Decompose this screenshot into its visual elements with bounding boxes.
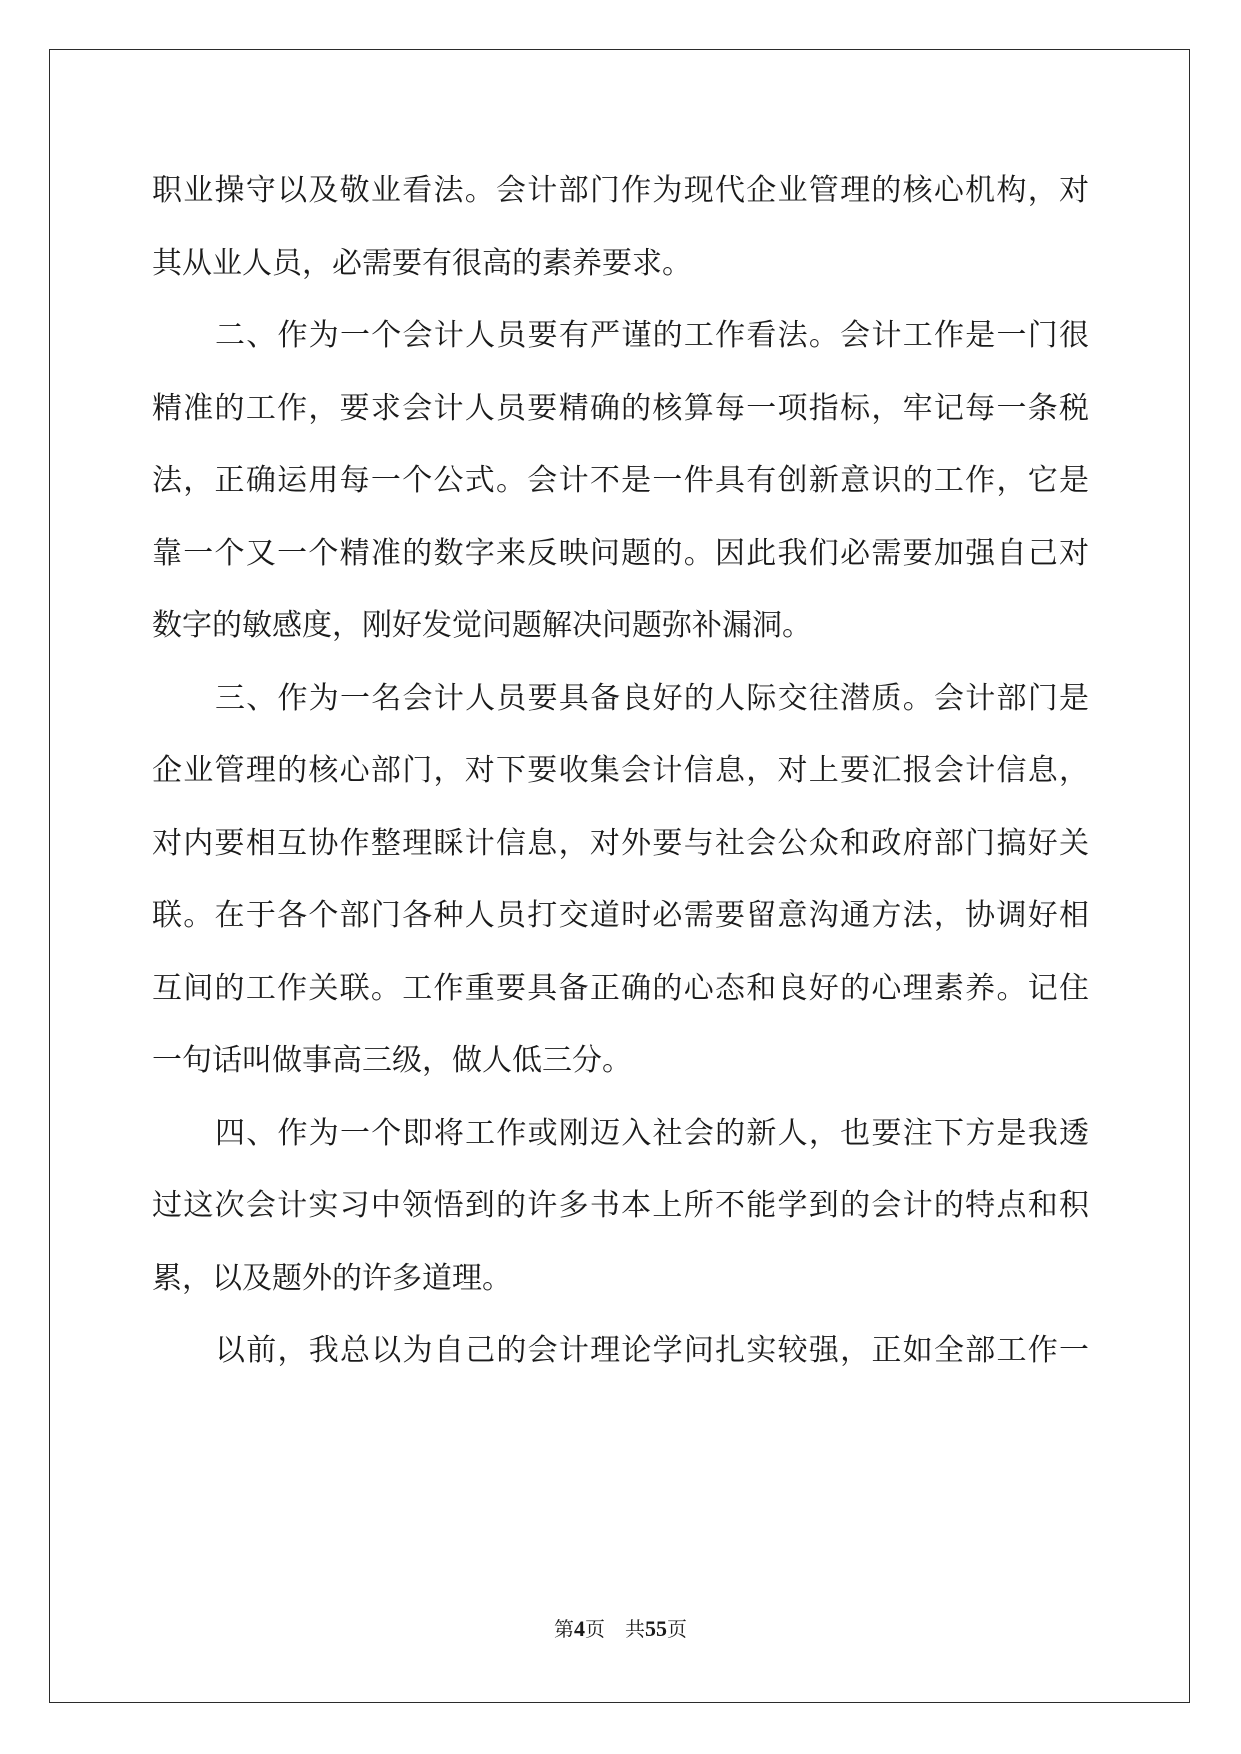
paragraph-start-line: 四、作为一个即将工作或刚迈入社会的新人，也要注下方是我透	[215, 1115, 1089, 1151]
text-line: 联。在于各个部门各种人员打交道时必需要留意沟通方法，协调好相	[152, 898, 1089, 933]
text-line: 法，正确运用每一个公式。会计不是一件具有创新意识的工作，它是	[152, 463, 1089, 498]
page-prefix: 第	[554, 1617, 574, 1641]
total-suffix: 页	[667, 1617, 687, 1641]
text-line: 其从业人员，必需要有很高的素养要求。	[152, 245, 692, 281]
text-line: 互间的工作关联。工作重要具备正确的心态和良好的心理素养。记住	[152, 970, 1089, 1006]
page-footer	[0, 1613, 1241, 1642]
text-line: 对内要相互协作整理睬计信息，对外要与社会公众和政府部门搞好关	[152, 825, 1089, 861]
text-line: 过这次会计实习中领悟到的许多书本上所不能学到的会计的特点和积	[152, 1188, 1089, 1223]
total-pages: 55	[645, 1616, 667, 1641]
paragraph-start-line: 以前，我总以为自己的会计理论学问扎实较强，正如全部工作一	[215, 1333, 1089, 1368]
text-line: 一句话叫做事高三级，做人低三分。	[152, 1043, 632, 1078]
text-line: 职业操守以及敬业看法。会计部门作为现代企业管理的核心机构，对	[152, 173, 1089, 208]
text-line: 精准的工作，要求会计人员要精确的核算每一项指标，牢记每一条税	[152, 390, 1089, 426]
text-line: 企业管理的核心部门，对下要收集会计信息，对上要汇报会计信息，	[152, 753, 1089, 788]
paragraph-start-line: 二、作为一个会计人员要有严谨的工作看法。会计工作是一门很	[215, 318, 1089, 353]
page-suffix: 页	[585, 1617, 605, 1641]
document-body	[152, 155, 1089, 1388]
text-line: 靠一个又一个精准的数字来反映问题的。因此我们必需要加强自己对	[152, 535, 1089, 571]
total-prefix: 共	[625, 1617, 645, 1641]
text-line: 数字的敏感度，刚好发觉问题解决问题弥补漏洞。	[152, 608, 812, 643]
page-number: 4	[574, 1616, 585, 1641]
text-line: 累，以及题外的许多道理。	[152, 1260, 512, 1296]
paragraph-start-line: 三、作为一名会计人员要具备良好的人际交往潜质。会计部门是	[215, 680, 1089, 716]
